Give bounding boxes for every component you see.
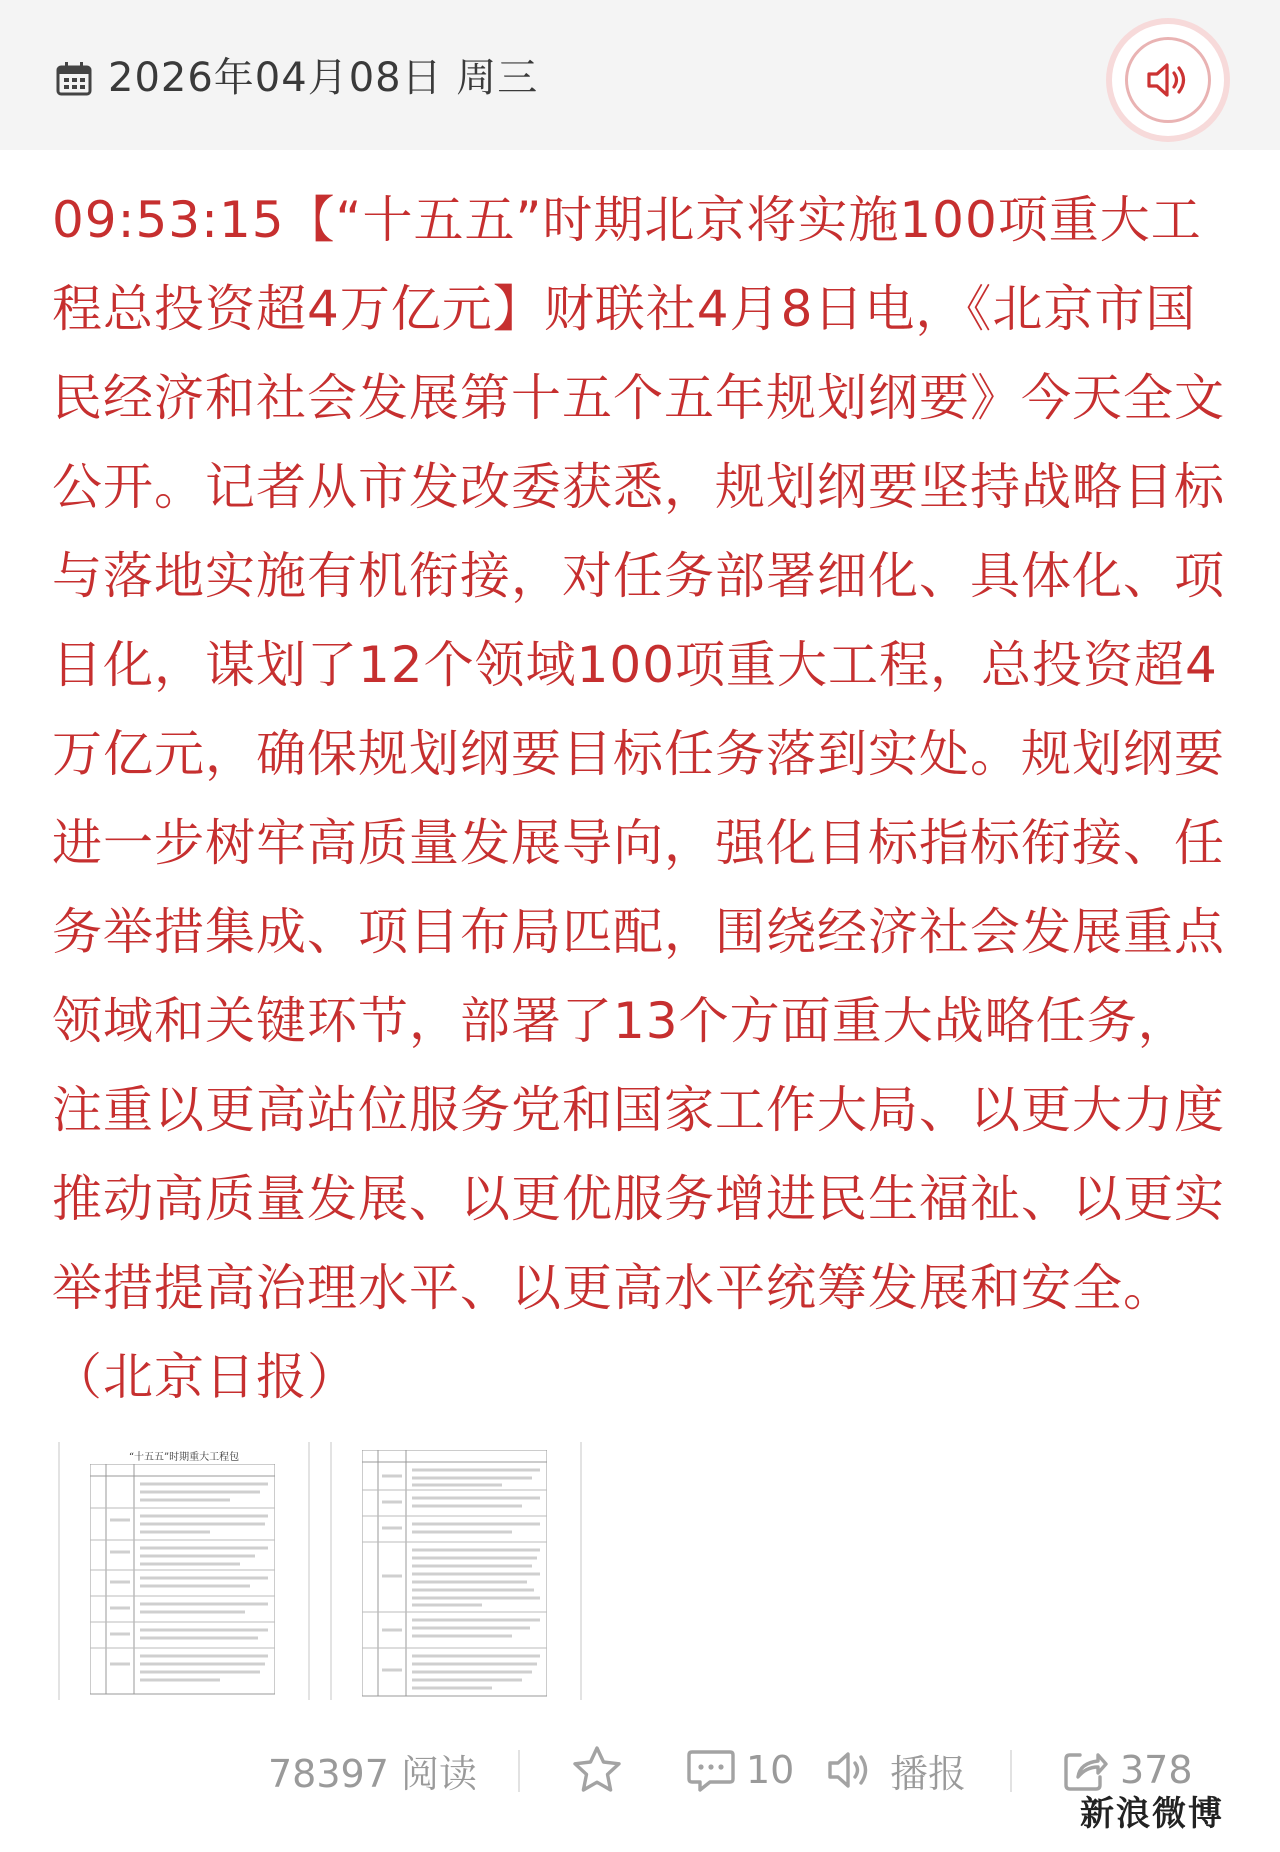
thumbnail-title: “十五五”时期重大工程包 — [128, 1452, 240, 1463]
article-paragraph — [52, 176, 1232, 1422]
broadcast-button[interactable] — [826, 1730, 966, 1810]
date-bar — [0, 0, 1280, 150]
date-label: 2026年04月08日 周三 — [108, 55, 539, 101]
divider — [1010, 1750, 1012, 1792]
article-text: 财联社4月8日电，《北京市国民经济和社会发展第十五个五年规划纲要》今天全文公开。记者从市发改委获悉，规划纲要坚持战略目标与落地实施有机衔接，对任务部署细化、具体化、项目化，谋划了12个领域100项重大工程，总投资超4万亿元，确保规划纲要目标任务落到实处。规划纲要进一步树牢高质量发展导向，强化目标指标衔接、任务举措集成、项目布局匹配，围绕经济社会发展重点领域和关键环节，部署了13个方面重大战略任务，注重以更高站位服务党和国家工作大局、以更大力度推动高质量发展、以更优服务增进民生福祉、以更实举措提高治理水平、以更高水平统筹发展和安全。（北京日报） — [52, 280, 1225, 1406]
watermark: 新浪微博 — [1080, 1794, 1224, 1834]
favorite-button[interactable] — [570, 1730, 624, 1810]
article-time: 09:53:15 — [52, 191, 285, 249]
star-icon — [570, 1744, 624, 1796]
article-body — [52, 176, 1232, 1422]
image-thumbnail-2[interactable] — [330, 1442, 582, 1700]
calendar-icon — [56, 62, 92, 96]
comment-icon — [686, 1746, 736, 1794]
document-table-image — [362, 1450, 547, 1698]
speaker-ring — [1125, 37, 1211, 123]
read-count: 78397 阅读 — [268, 1751, 477, 1796]
article-headline: 【“十五五”时期北京将实施100项重大工程总投资超4万亿元】 — [52, 191, 1202, 338]
image-thumbnail-1[interactable] — [58, 1442, 310, 1700]
divider — [518, 1750, 520, 1792]
comment-button[interactable] — [686, 1730, 794, 1810]
broadcast-label: 播报 — [890, 1751, 967, 1796]
speaker-icon — [1145, 60, 1191, 100]
document-table-image — [90, 1464, 275, 1696]
speaker-button[interactable] — [1112, 24, 1224, 136]
share-count: 378 — [1120, 1748, 1193, 1792]
comment-count: 10 — [746, 1748, 795, 1792]
speaker-icon — [826, 1748, 874, 1792]
